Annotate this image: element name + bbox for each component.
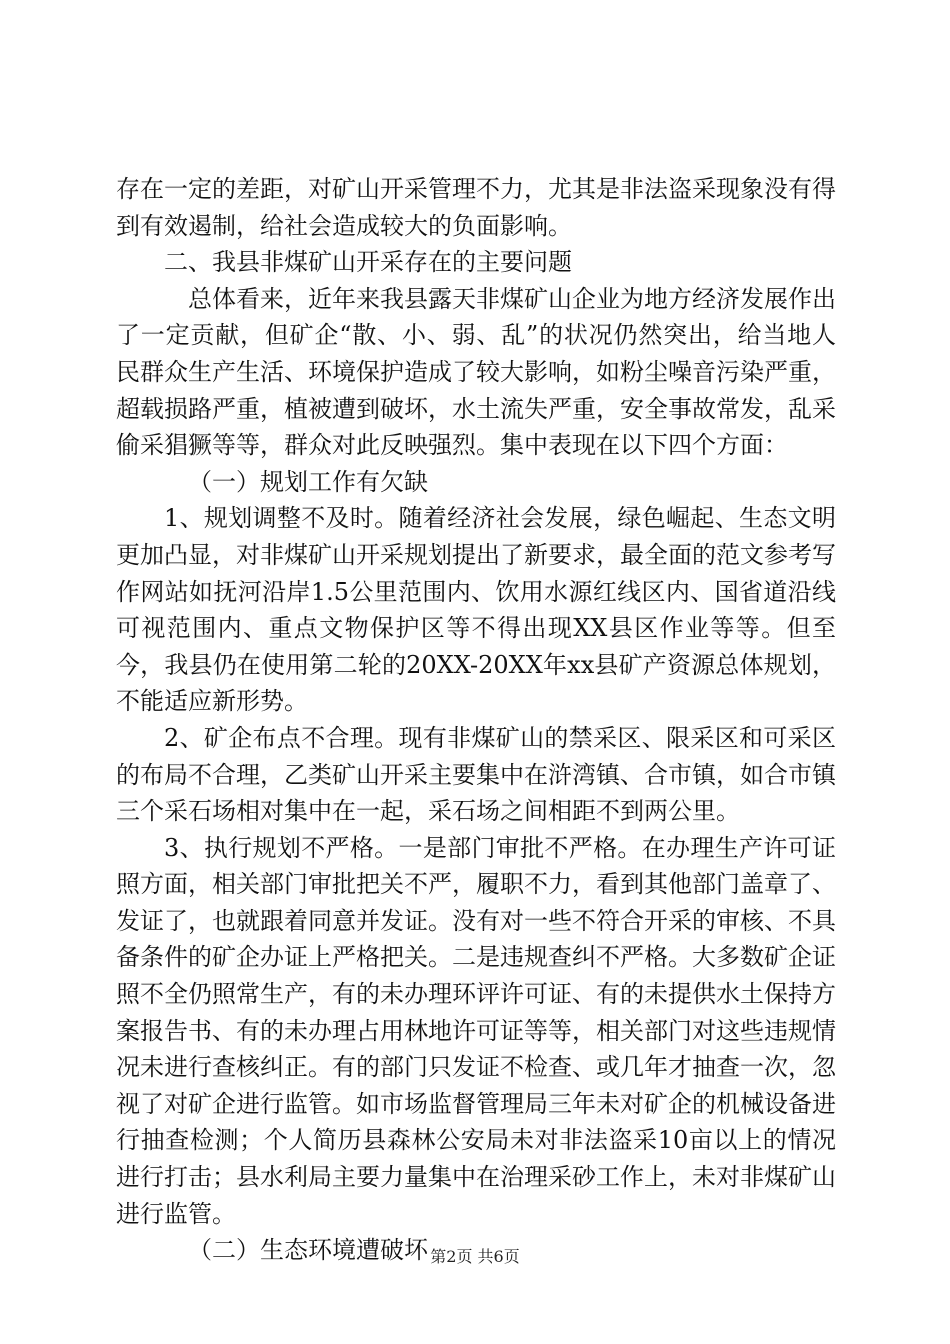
section-heading-2: 二、我县非煤矿山开采存在的主要问题 <box>164 248 572 277</box>
page-number-footer: 第2页 共6页 <box>430 1247 520 1266</box>
paragraph-item-1: 1、规划调整不及时。随着经济社会发展，绿色崛起、生态文明更加凸显，对非煤矿山开采规划提出了新要求，最全面的范文参考写作网站如抚河沿岸1.5公里范围内、饮用水源红线区内、国省道沿线可视范围内、重点文物保护区等不得出现XX县区作业等等。但至今，我县仍在使用第二轮的20XX-20XX年xx县矿产资源总体规划，不能适应新形势。 <box>116 504 836 716</box>
paragraph-item-2: 2、矿企布点不合理。现有非煤矿山的禁采区、限采区和可采区的布局不合理，乙类矿山开采主要集中在浒湾镇、合市镇，如合市镇三个采石场相对集中在一起，采石场之间相距不到两公里。 <box>116 723 836 826</box>
paragraph-overview: 总体看来，近年来我县露天非煤矿山企业为地方经济发展作出了一定贡献，但矿企“散、小、弱、乱”的状况仍然突出，给当地人民群众生产生活、环境保护造成了较大影响，如粉尘噪音污染严重，超载损路严重，植被遭到破坏，水土流失严重，安全事故常发，乱采偷采猖獗等等，群众对此反映强烈。集中表现在以下四个方面： <box>116 284 836 460</box>
subsection-heading-1: （一）规划工作有欠缺 <box>188 467 428 496</box>
document-body <box>116 171 836 1269</box>
subsection-heading-2: （二）生态环境遭破坏 <box>188 1236 428 1265</box>
paragraph-continued: 存在一定的差距，对矿山开采管理不力，尤其是非法盗采现象没有得到有效遏制，给社会造成较大的负面影响。 <box>116 175 836 240</box>
paragraph-item-3: 3、执行规划不严格。一是部门审批不严格。在办理生产许可证照方面，相关部门审批把关不严，履职不力，看到其他部门盖章了、发证了，也就跟着同意并发证。没有对一些不符合开采的审核、不具备条件的矿企办证上严格把关。二是违规查纠不严格。大多数矿企证照不全仍照常生产，有的未办理环评许可证、有的未提供水土保持方案报告书、有的未办理占用林地许可证等等，相关部门对这些违规情况未进行查核纠正。有的部门只发证不检查、或几年才抽查一次，忽视了对矿企进行监管。如市场监督管理局三年未对矿企的机械设备进行抽查检测；个人简历县森林公安局未对非法盗采10亩以上的情况进行打击；县水利局主要力量集中在治理采砂工作上，未对非煤矿山进行监管。 <box>116 833 836 1228</box>
